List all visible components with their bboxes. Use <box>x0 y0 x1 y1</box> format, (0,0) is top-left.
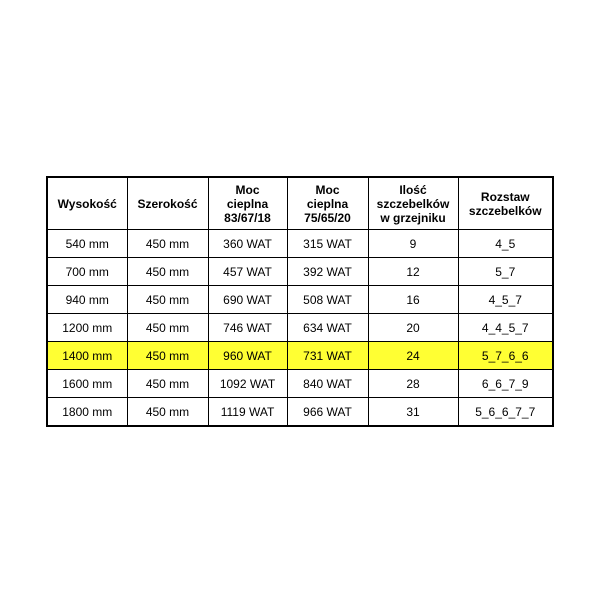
cell-power-83-67-18: 457 WAT <box>208 258 287 286</box>
cell-rung-count: 9 <box>368 230 458 258</box>
table-row <box>47 314 553 342</box>
cell-rung-count: 12 <box>368 258 458 286</box>
cell-power-83-67-18: 1092 WAT <box>208 370 287 398</box>
cell-width: 450 mm <box>127 230 208 258</box>
cell-height: 1600 mm <box>47 370 127 398</box>
header-row <box>47 177 553 230</box>
header-power-75-65-20: Moc cieplna 75/65/20 <box>287 177 368 230</box>
cell-power-83-67-18: 360 WAT <box>208 230 287 258</box>
cell-power-75-65-20: 508 WAT <box>287 286 368 314</box>
cell-power-83-67-18: 960 WAT <box>208 342 287 370</box>
cell-rung-spacing: 5_7 <box>458 258 553 286</box>
cell-height: 1200 mm <box>47 314 127 342</box>
cell-height: 540 mm <box>47 230 127 258</box>
cell-power-75-65-20: 966 WAT <box>287 398 368 427</box>
header-width: Szerokość <box>127 177 208 230</box>
cell-width: 450 mm <box>127 286 208 314</box>
cell-rung-spacing: 4_5 <box>458 230 553 258</box>
cell-height: 1800 mm <box>47 398 127 427</box>
cell-width: 450 mm <box>127 342 208 370</box>
cell-power-83-67-18: 1119 WAT <box>208 398 287 427</box>
cell-width: 450 mm <box>127 370 208 398</box>
table-row <box>47 370 553 398</box>
cell-rung-count: 31 <box>368 398 458 427</box>
cell-power-83-67-18: 690 WAT <box>208 286 287 314</box>
header-rung-spacing: Rozstaw szczebelków <box>458 177 553 230</box>
cell-rung-count: 28 <box>368 370 458 398</box>
cell-height: 700 mm <box>47 258 127 286</box>
table-row <box>47 286 553 314</box>
cell-power-75-65-20: 392 WAT <box>287 258 368 286</box>
table-row-highlighted <box>47 342 553 370</box>
cell-width: 450 mm <box>127 314 208 342</box>
cell-power-75-65-20: 634 WAT <box>287 314 368 342</box>
cell-rung-count: 20 <box>368 314 458 342</box>
cell-width: 450 mm <box>127 258 208 286</box>
cell-power-75-65-20: 315 WAT <box>287 230 368 258</box>
cell-rung-spacing: 6_6_7_9 <box>458 370 553 398</box>
cell-power-83-67-18: 746 WAT <box>208 314 287 342</box>
cell-height: 940 mm <box>47 286 127 314</box>
cell-rung-count: 16 <box>368 286 458 314</box>
cell-power-75-65-20: 840 WAT <box>287 370 368 398</box>
cell-height: 1400 mm <box>47 342 127 370</box>
radiator-spec-table <box>46 176 554 427</box>
cell-rung-count: 24 <box>368 342 458 370</box>
cell-power-75-65-20: 731 WAT <box>287 342 368 370</box>
table-row <box>47 258 553 286</box>
cell-rung-spacing: 4_5_7 <box>458 286 553 314</box>
cell-rung-spacing: 5_6_6_7_7 <box>458 398 553 427</box>
header-height: Wysokość <box>47 177 127 230</box>
cell-rung-spacing: 4_4_5_7 <box>458 314 553 342</box>
header-power-83-67-18: Moc cieplna 83/67/18 <box>208 177 287 230</box>
cell-width: 450 mm <box>127 398 208 427</box>
table-row <box>47 230 553 258</box>
table-row <box>47 398 553 427</box>
header-rung-count: Ilość szczebelków w grzejniku <box>368 177 458 230</box>
cell-rung-spacing: 5_7_6_6 <box>458 342 553 370</box>
